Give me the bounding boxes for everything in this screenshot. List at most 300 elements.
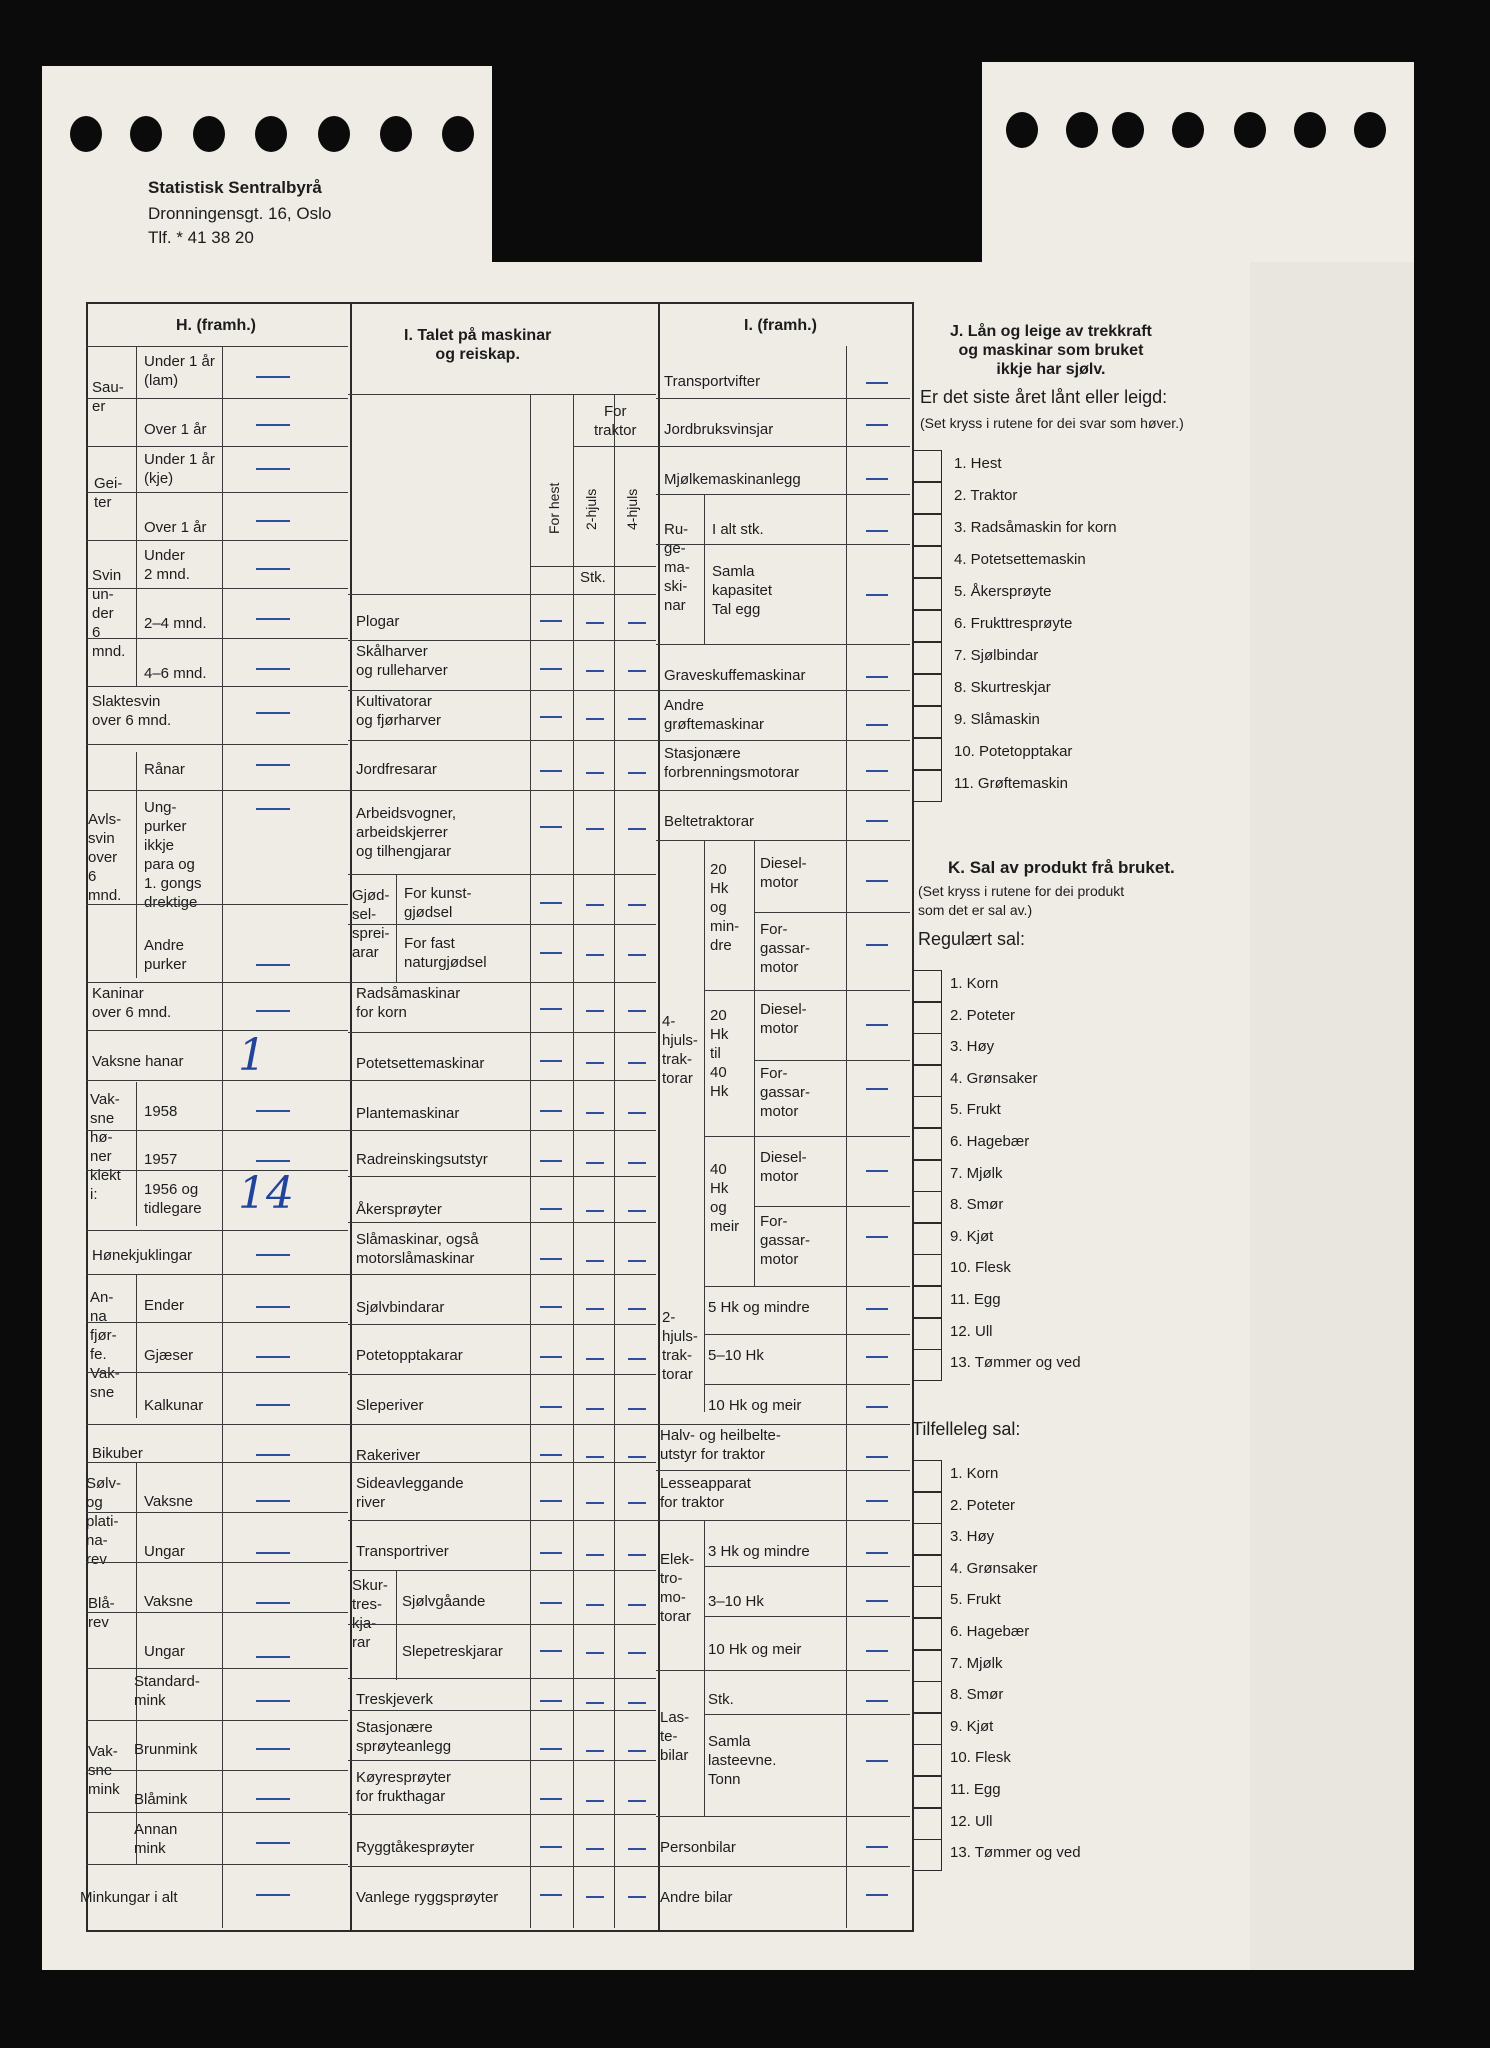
row-rule xyxy=(348,640,656,641)
j-item-5: 5. Åkersprøyte xyxy=(954,583,1052,600)
column-rule xyxy=(754,840,755,1286)
section-k-title: K. Sal av produkt frå bruket. xyxy=(948,858,1175,877)
koyresproyter: Køyresprøyter for frukthagar xyxy=(356,1769,452,1805)
entry-dash xyxy=(256,964,290,966)
j-item-10: 10. Potetopptakar xyxy=(954,743,1073,760)
entry-dash xyxy=(256,1010,290,1012)
row-rule xyxy=(86,1770,348,1771)
entry-dash xyxy=(628,1750,646,1752)
entry-dash xyxy=(866,1600,888,1602)
entry-dash xyxy=(256,1404,290,1406)
row-rule xyxy=(348,1032,656,1033)
gjaser: Gjæser xyxy=(144,1347,194,1364)
section-i2-title: I. (framh.) xyxy=(744,317,817,334)
k-occasional-checkbox-9[interactable] xyxy=(912,1713,942,1745)
k-regular-item-11: 11. Egg xyxy=(950,1291,1001,1308)
row-rule xyxy=(348,690,656,691)
svin-label: Svin un- der 6 mnd. xyxy=(92,567,126,660)
entry-dash xyxy=(866,1552,888,1554)
row-rule xyxy=(86,904,348,905)
entry-dash xyxy=(256,668,290,670)
treskjeverk: Treskjeverk xyxy=(356,1691,433,1708)
sauer-over-1: Over 1 år xyxy=(144,421,207,438)
radreinsking: Radreinskingsutstyr xyxy=(356,1151,488,1168)
section-h-title: H. (framh.) xyxy=(176,317,256,334)
entry-dash xyxy=(540,1008,562,1010)
row-rule xyxy=(656,1670,910,1671)
entry-dash xyxy=(866,1406,888,1408)
k-occasional-item-9: 9. Kjøt xyxy=(950,1717,994,1735)
slaktesvin: Slaktesvin over 6 mnd. xyxy=(92,693,172,729)
entry-dash xyxy=(540,1846,562,1848)
punch-hole xyxy=(1294,112,1326,148)
row-rule xyxy=(348,874,656,875)
row-rule xyxy=(86,1562,348,1563)
k-occasional-checkbox-11[interactable] xyxy=(912,1776,942,1808)
sleperiver: Sleperiver xyxy=(356,1397,424,1414)
kalkunar: Kalkunar xyxy=(144,1397,204,1414)
entry-dash xyxy=(866,1760,888,1762)
entry-dash xyxy=(540,620,562,622)
occasional-sale: Tilfelleleg sal: xyxy=(912,1419,1021,1439)
row-rule xyxy=(348,1760,656,1761)
j-checkbox-10[interactable] xyxy=(912,738,942,770)
entry-dash xyxy=(628,1358,646,1360)
entry-dash xyxy=(866,1356,888,1358)
k-regular-item-5: 5. Frukt xyxy=(950,1101,1001,1119)
row-rule xyxy=(86,1812,348,1813)
k-occasional-checkbox-4[interactable] xyxy=(912,1555,942,1587)
k-occasional-checkbox-6[interactable] xyxy=(912,1618,942,1650)
j-checkbox-1[interactable] xyxy=(912,450,942,482)
entry-dash xyxy=(866,478,888,480)
row-rule xyxy=(86,1720,348,1721)
entry-dash xyxy=(540,770,562,772)
entry-dash xyxy=(628,772,646,774)
row-rule xyxy=(656,1816,910,1817)
row-rule xyxy=(86,638,348,639)
j-checkbox-3[interactable] xyxy=(912,514,942,546)
entry-dash xyxy=(256,618,290,620)
entry-dash xyxy=(540,1110,562,1112)
sauer-label: Sau- er xyxy=(92,379,124,415)
row-rule xyxy=(86,540,348,541)
column-rule xyxy=(222,346,223,1928)
entry-dash xyxy=(540,1798,562,1800)
row-rule xyxy=(656,1424,910,1425)
hjul-4: 4-hjuls xyxy=(624,488,640,530)
entry-dash xyxy=(256,424,290,426)
entry-dash xyxy=(866,1894,888,1896)
row-rule xyxy=(348,790,656,791)
sjolvbindarar: Sjølvbindarar xyxy=(356,1299,445,1316)
entry-dash xyxy=(256,1700,290,1702)
org-name: Statistisk Sentralbyrå xyxy=(148,178,322,197)
entry-dash xyxy=(586,718,604,720)
row-rule xyxy=(86,1668,348,1669)
stasj-motor: Stasjonære forbrenningsmotorar xyxy=(664,745,800,781)
stasjonaere-sproyte: Stasjonære sprøyteanlegg xyxy=(356,1719,452,1755)
honekjuklingar: Hønekjuklingar xyxy=(92,1247,193,1264)
entry-dash xyxy=(256,1842,290,1844)
transportvifter: Transportvifter xyxy=(664,373,761,390)
entry-dash xyxy=(586,1358,604,1360)
paper-right-strip xyxy=(1250,262,1414,1970)
blarev-ungar: Ungar xyxy=(144,1643,185,1660)
entry-dash xyxy=(586,1702,604,1704)
section-j-question: Er det siste året lånt eller leigd: xyxy=(920,387,1168,407)
entry-dash xyxy=(628,1800,646,1802)
entry-dash xyxy=(586,954,604,956)
j-item-8: 8. Skurtreskjar xyxy=(954,679,1051,696)
elektro: Elek- tro- mo- torar xyxy=(660,1551,695,1625)
entry-dash xyxy=(866,382,888,384)
entry-dash xyxy=(866,1650,888,1652)
j-checkbox-8[interactable] xyxy=(912,674,942,706)
column-rule xyxy=(704,840,705,1286)
row-rule xyxy=(348,1274,656,1275)
k-occasional-checkbox-5[interactable] xyxy=(912,1586,942,1618)
row-rule xyxy=(86,1230,348,1231)
entry-dash xyxy=(586,1554,604,1556)
sideavleggande: Sideavleggande river xyxy=(356,1475,464,1511)
k-occasional-item-6: 6. Hagebær xyxy=(950,1623,1030,1640)
k-occasional-checkbox-1[interactable] xyxy=(912,1460,942,1492)
row-rule xyxy=(396,1624,530,1625)
k-regular-item-6: 6. Hagebær xyxy=(950,1133,1030,1150)
ryggtake: Ryggtåkesprøyter xyxy=(356,1839,475,1856)
svin-under-2: Under 2 mnd. xyxy=(144,547,190,583)
row-rule xyxy=(348,1520,656,1521)
e310: 3–10 Hk xyxy=(708,1593,764,1610)
entry-dash xyxy=(540,1258,562,1260)
entry-dash xyxy=(866,424,888,426)
e3: 3 Hk og mindre xyxy=(708,1543,810,1560)
row-rule xyxy=(86,588,348,589)
entry-dash xyxy=(586,1896,604,1898)
k-regular-item-4: 4. Grønsaker xyxy=(950,1069,1038,1087)
solvrev-label: Sølv- og plati- na- rev xyxy=(86,1475,121,1568)
entry-dash xyxy=(628,718,646,720)
slepetreskjarar: Slepetreskjarar xyxy=(402,1643,503,1660)
avlssvin-label: Avls- svin over 6 mnd. xyxy=(88,811,122,904)
fjorfe-label: An- na fjør- fe. Vak- sne xyxy=(90,1289,120,1401)
row-rule xyxy=(656,1470,910,1471)
gjodsel: Gjød- sel- sprei- arar xyxy=(352,887,390,961)
k-regular-checkbox-8[interactable] xyxy=(912,1191,942,1223)
forgassar2: For- gassar- motor xyxy=(760,1065,811,1120)
j-checkbox-11[interactable] xyxy=(912,770,942,802)
j-checkbox-5[interactable] xyxy=(912,578,942,610)
entry-dash xyxy=(256,1552,290,1554)
row-rule xyxy=(348,594,656,595)
row-rule xyxy=(86,346,348,347)
row-rule xyxy=(86,1612,348,1613)
entry-dash xyxy=(628,1010,646,1012)
handwritten-1956: 14 xyxy=(238,1168,294,1219)
entry-dash xyxy=(540,1208,562,1210)
k-regular-checkbox-7[interactable] xyxy=(912,1160,942,1192)
lesseapparat: Lesseapparat for traktor xyxy=(660,1475,751,1511)
entry-dash xyxy=(628,1210,646,1212)
entry-dash xyxy=(628,1162,646,1164)
geiter-label: Gei- ter xyxy=(94,475,123,511)
column-rule xyxy=(704,1286,705,1412)
row-rule xyxy=(656,494,910,495)
row-rule xyxy=(86,1170,348,1171)
rakeriver: Rakeriver xyxy=(356,1447,421,1464)
row-rule xyxy=(348,1678,656,1679)
entry-dash xyxy=(256,1306,290,1308)
entry-dash xyxy=(586,1800,604,1802)
entry-dash xyxy=(628,828,646,830)
entry-dash xyxy=(586,904,604,906)
k-occasional-item-11: 11. Egg xyxy=(950,1781,1001,1798)
k-occasional-checkbox-8[interactable] xyxy=(912,1681,942,1713)
entry-dash xyxy=(628,1260,646,1262)
k-occasional-item-7: 7. Mjølk xyxy=(950,1654,1003,1672)
beltetraktorar: Beltetraktorar xyxy=(664,813,755,830)
honer-label: Vak- sne hø- ner klekt i: xyxy=(90,1091,121,1203)
entry-dash xyxy=(256,568,290,570)
entry-dash xyxy=(586,828,604,830)
k-occasional-item-4: 4. Grønsaker xyxy=(950,1559,1038,1577)
k-regular-checkbox-1[interactable] xyxy=(912,970,942,1002)
mink-annan: Annan mink xyxy=(134,1821,178,1857)
j-checkbox-6[interactable] xyxy=(912,610,942,642)
punch-hole xyxy=(255,116,287,152)
section-j-title: J. Lån og leige av trekkraft og maskinar som bruket ikkje har sjølv. xyxy=(950,323,1152,378)
geiter-under-1: Under 1 år (kje) xyxy=(144,451,215,487)
row-rule xyxy=(348,1570,656,1571)
plante: Plantemaskinar xyxy=(356,1105,460,1122)
row-rule xyxy=(704,1286,910,1287)
jordfresarar: Jordfresarar xyxy=(356,761,437,778)
j-checkbox-2[interactable] xyxy=(912,482,942,514)
entry-dash xyxy=(586,1162,604,1164)
row-rule xyxy=(348,740,656,741)
k-occasional-checkbox-10[interactable] xyxy=(912,1744,942,1776)
k-occasional-checkbox-12[interactable] xyxy=(912,1808,942,1840)
row-rule xyxy=(656,840,910,841)
punch-hole xyxy=(1172,112,1204,148)
row-rule xyxy=(348,1462,656,1463)
punch-hole xyxy=(193,116,225,152)
entry-dash xyxy=(540,1552,562,1554)
entry-dash xyxy=(256,1798,290,1800)
for-traktor: For traktor xyxy=(594,403,637,439)
row-rule xyxy=(704,1384,910,1385)
row-rule xyxy=(86,1322,348,1323)
slamaskinar: Slåmaskinar, også motorslåmaskinar xyxy=(356,1231,479,1267)
row-rule xyxy=(348,982,656,983)
entry-dash xyxy=(540,1160,562,1162)
honer-1956: 1956 og tidlegare xyxy=(144,1181,202,1217)
entry-dash xyxy=(540,1894,562,1896)
punch-hole xyxy=(1006,112,1038,148)
regular-sale: Regulært sal: xyxy=(918,929,1026,949)
row-rule xyxy=(86,492,348,493)
entry-dash xyxy=(586,1210,604,1212)
entry-dash xyxy=(586,1308,604,1310)
vanlege: Vanlege ryggsprøyter xyxy=(356,1889,499,1906)
entry-dash xyxy=(866,1500,888,1502)
entry-dash xyxy=(866,1846,888,1848)
solvrev-vaksne: Vaksne xyxy=(144,1493,193,1510)
row-rule xyxy=(754,1206,910,1207)
potetsette: Potetsettemaskinar xyxy=(356,1055,485,1072)
for-hest: For hest xyxy=(546,482,562,534)
entry-dash xyxy=(628,1112,646,1114)
k-regular-checkbox-13[interactable] xyxy=(912,1349,942,1381)
k-regular-checkbox-3[interactable] xyxy=(912,1033,942,1065)
section-i-title: I. Talet på maskinar og reiskap. xyxy=(404,327,552,363)
punch-hole xyxy=(442,116,474,152)
arbeidsvogner: Arbeidsvogner, arbeidskjerrer og tilhengjarar xyxy=(356,805,457,860)
k-occasional-item-1: 1. Korn xyxy=(950,1465,999,1482)
entry-dash xyxy=(540,1454,562,1456)
punch-hole xyxy=(1112,112,1144,148)
j-item-9: 9. Slåmaskin xyxy=(954,711,1040,728)
entry-dash xyxy=(540,716,562,718)
geiter-over-1: Over 1 år xyxy=(144,519,207,536)
sauer-under-1: Under 1 år (lam) xyxy=(144,353,215,389)
column-rule xyxy=(136,752,137,978)
handwritten-hanar: 1 xyxy=(238,1030,266,1081)
skurtreskjarar: Skur- tres- kja- rar xyxy=(352,1577,388,1651)
entry-dash xyxy=(586,1260,604,1262)
entry-dash xyxy=(628,1848,646,1850)
column-rule xyxy=(136,346,137,686)
andre-grofte: Andre grøftemaskinar xyxy=(664,697,765,733)
k-occasional-checkbox-13[interactable] xyxy=(912,1839,942,1871)
entry-dash xyxy=(540,1602,562,1604)
entry-dash xyxy=(586,772,604,774)
honer-1957: 1957 xyxy=(144,1151,178,1168)
entry-dash xyxy=(628,1408,646,1410)
honer-1958: 1958 xyxy=(144,1103,178,1120)
jordbruksvinsjar: Jordbruksvinsjar xyxy=(664,421,774,438)
k-regular-checkbox-9[interactable] xyxy=(912,1223,942,1255)
entry-dash xyxy=(256,1602,290,1604)
entry-dash xyxy=(256,808,290,810)
transportriver: Transportriver xyxy=(356,1543,449,1560)
entry-dash xyxy=(866,1236,888,1238)
svin-4-6: 4–6 mnd. xyxy=(144,665,207,682)
j-checkbox-9[interactable] xyxy=(912,706,942,738)
j-checkbox-4[interactable] xyxy=(912,546,942,578)
k-occasional-item-13: 13. Tømmer og ved xyxy=(950,1844,1081,1862)
entry-dash xyxy=(540,1356,562,1358)
punch-hole xyxy=(380,116,412,152)
entry-dash xyxy=(540,952,562,954)
column-rule xyxy=(136,1274,137,1418)
punch-hole xyxy=(318,116,350,152)
row-rule xyxy=(348,1176,656,1177)
entry-dash xyxy=(866,1700,888,1702)
e10: 10 Hk og meir xyxy=(708,1641,802,1658)
vaksne-hanar: Vaksne hanar xyxy=(92,1053,184,1070)
j-item-11: 11. Grøftemaskin xyxy=(954,775,1068,792)
entry-dash xyxy=(256,468,290,470)
akersproyter: Åkersprøyter xyxy=(356,1201,442,1218)
row-rule xyxy=(396,924,530,925)
row-rule xyxy=(86,446,348,447)
k-regular-checkbox-4[interactable] xyxy=(912,1065,942,1097)
column-rule xyxy=(396,1570,397,1680)
k-regular-checkbox-12[interactable] xyxy=(912,1318,942,1350)
k-regular-checkbox-6[interactable] xyxy=(912,1128,942,1160)
svin-2-4: 2–4 mnd. xyxy=(144,615,207,632)
entry-dash xyxy=(866,530,888,532)
solvrev-ungar: Ungar xyxy=(144,1543,185,1560)
entry-dash xyxy=(628,1604,646,1606)
row-rule xyxy=(656,644,910,645)
kaninar: Kaninar over 6 mnd. xyxy=(92,985,172,1021)
entry-dash xyxy=(866,1170,888,1172)
j-checkbox-7[interactable] xyxy=(912,642,942,674)
personbilar: Personbilar xyxy=(660,1839,736,1856)
hjuls2: 2- hjuls- trak- torar xyxy=(662,1309,698,1383)
punch-hole xyxy=(1234,112,1266,148)
k-regular-item-1: 1. Korn xyxy=(950,975,999,992)
forgassar3: For- gassar- motor xyxy=(760,1213,811,1268)
entry-dash xyxy=(256,376,290,378)
rugemaskinar: Ru- ge- ma- ski- nar xyxy=(664,521,690,614)
entry-dash xyxy=(628,670,646,672)
row-rule xyxy=(348,1814,656,1815)
row-rule xyxy=(573,446,656,447)
k-occasional-checkbox-2[interactable] xyxy=(912,1492,942,1524)
row-rule xyxy=(656,790,910,791)
hk2040: 20 Hk til 40 Hk xyxy=(710,1007,729,1100)
andre-purker: Andre purker xyxy=(144,937,187,973)
bikuber: Bikuber xyxy=(92,1445,143,1462)
column-rule xyxy=(614,394,615,1928)
k-occasional-checkbox-7[interactable] xyxy=(912,1650,942,1682)
row-rule xyxy=(656,1866,910,1867)
column-rule xyxy=(573,394,574,1928)
entry-dash xyxy=(866,1456,888,1458)
column-rule xyxy=(136,1082,137,1226)
gjodsel-fast: For fast naturgjødsel xyxy=(404,935,487,971)
entry-dash xyxy=(586,1408,604,1410)
row-rule xyxy=(754,912,910,913)
k-occasional-checkbox-3[interactable] xyxy=(912,1523,942,1555)
forgassar1: For- gassar- motor xyxy=(760,921,811,976)
diesel1: Diesel- motor xyxy=(760,855,807,891)
entry-dash xyxy=(540,1500,562,1502)
section-k-hint: (Set kryss i rutene for dei produkt som det er sal av.) xyxy=(918,883,1125,918)
entry-dash xyxy=(866,724,888,726)
k-regular-checkbox-5[interactable] xyxy=(912,1096,942,1128)
row-rule xyxy=(348,394,656,395)
entry-dash xyxy=(256,520,290,522)
row-rule xyxy=(704,1714,910,1715)
row-rule xyxy=(656,446,910,447)
entry-dash xyxy=(628,1702,646,1704)
punch-hole xyxy=(130,116,162,152)
k-regular-checkbox-2[interactable] xyxy=(912,1002,942,1034)
k-regular-checkbox-11[interactable] xyxy=(912,1286,942,1318)
skalharver: Skålharver og rulleharver xyxy=(356,643,448,679)
entry-dash xyxy=(540,1650,562,1652)
k-regular-item-3: 3. Høy xyxy=(950,1038,995,1056)
row-rule xyxy=(754,1060,910,1061)
alt-stk: I alt stk. xyxy=(712,521,764,538)
entry-dash xyxy=(256,1356,290,1358)
k-regular-checkbox-10[interactable] xyxy=(912,1254,942,1286)
